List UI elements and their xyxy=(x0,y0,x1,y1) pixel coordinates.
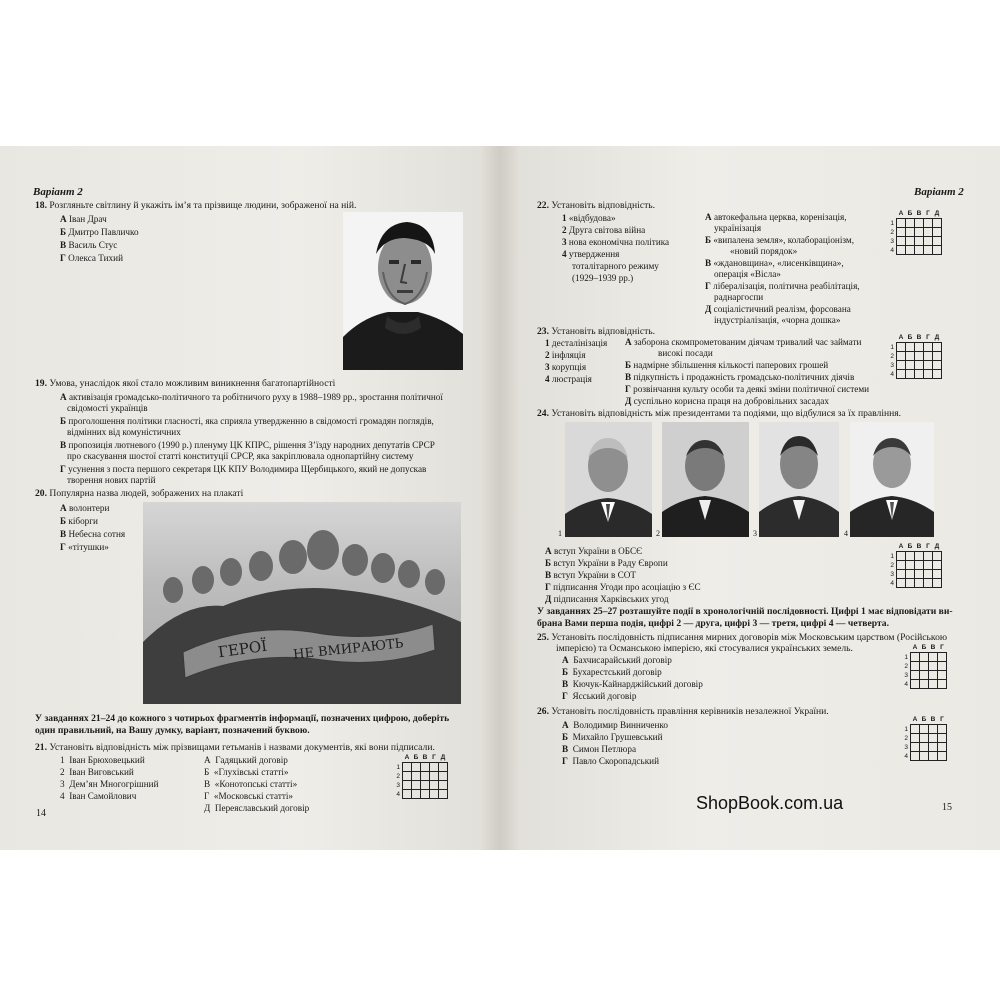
instruction-21-24: У завданнях 21–24 до кожного з чотирьох фрагментів інформації, позначених цифрою, доберіть xyxy=(35,713,450,724)
answer-cell[interactable] xyxy=(403,790,412,799)
answer-cell[interactable] xyxy=(933,219,942,228)
answer-cell[interactable] xyxy=(439,772,448,781)
answer-cell[interactable] xyxy=(897,343,906,352)
answer-cell[interactable] xyxy=(439,781,448,790)
answer-option: В вступ України в СОТ xyxy=(545,570,637,580)
answer-cell[interactable] xyxy=(412,790,421,799)
answer-cell[interactable] xyxy=(906,246,915,255)
answer-cell[interactable] xyxy=(933,361,942,370)
answer-cell[interactable] xyxy=(897,219,906,228)
match-right-item: Д Переяславський договір xyxy=(204,803,310,813)
match-right-item-continuation: раднаргоспи xyxy=(714,292,764,302)
answer-cell[interactable] xyxy=(915,219,924,228)
answer-cell[interactable] xyxy=(906,570,915,579)
question-24: 24. Установіть відповідність між президентами та подіями, що відбулися за їх правління. xyxy=(537,408,902,419)
answer-cell[interactable] xyxy=(924,570,933,579)
answer-grid-26: А Б В Г 1 2 3 4 xyxy=(902,716,947,761)
answer-option: А Володимир Винниченко xyxy=(562,720,668,730)
answer-option: Г Павло Скоропадський xyxy=(562,756,659,766)
answer-option: А активізація громадсько-політичного та робітничого руху в 1988–1989 рр., зростання політичної xyxy=(60,392,443,402)
answer-option: Г усунення з поста першого секретаря ЦК КПУ Володимира Щербицького, який не допускав xyxy=(60,464,427,474)
photo-label: 2 xyxy=(656,529,660,538)
page-number-right: 15 xyxy=(942,802,952,813)
match-right-item: А заборона скомпрометованим діячам тривалий час займати xyxy=(625,337,862,347)
answer-cell[interactable] xyxy=(412,781,421,790)
answer-cell[interactable] xyxy=(906,219,915,228)
answer-cell[interactable] xyxy=(924,370,933,379)
match-right-item-continuation: високі посади xyxy=(658,348,713,358)
answer-option: Д підписання Харківських угод xyxy=(545,594,669,604)
answer-option: А вступ України в ОБСЄ xyxy=(545,546,643,556)
match-left-item: 3 Дем’ян Многогрішний xyxy=(60,779,159,789)
answer-option: Г «тітушки» xyxy=(60,542,109,552)
match-right-item: Б «Глухівські статті» xyxy=(204,767,289,777)
match-left-item: 3 нова економічна політика xyxy=(562,237,670,247)
match-left-item: 4 Іван Самойлович xyxy=(60,791,137,801)
president-photo-1 xyxy=(565,422,652,537)
question-text: Розгляньте світлину й укажіть ім’я та прізвище людини, зображеної на ній. xyxy=(49,200,357,211)
answer-cell[interactable] xyxy=(911,680,920,689)
match-right-item: В «ждановщина», «лисенківщина», xyxy=(705,258,844,268)
answer-cell[interactable] xyxy=(938,680,947,689)
answer-cell[interactable] xyxy=(920,725,929,734)
answer-cell[interactable] xyxy=(906,352,915,361)
instruction-21-24-line2: один правильний, на Вашу думку, варіант, позначений буквою. xyxy=(35,725,310,736)
answer-cell[interactable] xyxy=(938,752,947,761)
answer-option-continuation: творення нових партій xyxy=(67,475,156,485)
answer-option: В Василь Стус xyxy=(60,240,118,250)
answer-cell[interactable] xyxy=(933,246,942,255)
answer-cell[interactable] xyxy=(897,579,906,588)
answer-cell[interactable] xyxy=(906,561,915,570)
answer-cell[interactable] xyxy=(924,246,933,255)
answer-cell[interactable] xyxy=(897,237,906,246)
poster-caption-heroes: ГЕРОЇ xyxy=(216,636,269,662)
answer-cell[interactable] xyxy=(933,352,942,361)
answer-cell[interactable] xyxy=(915,561,924,570)
answer-option: Б Михайло Грушевський xyxy=(562,732,663,742)
answer-cell[interactable] xyxy=(897,228,906,237)
answer-cell[interactable] xyxy=(906,343,915,352)
photo-label: 1 xyxy=(558,529,562,538)
answer-cell[interactable] xyxy=(915,570,924,579)
answer-option: А Іван Драч xyxy=(60,214,107,224)
answer-cell[interactable] xyxy=(915,246,924,255)
answer-cell[interactable] xyxy=(915,352,924,361)
answer-cell[interactable] xyxy=(897,246,906,255)
answer-cell[interactable] xyxy=(933,570,942,579)
answer-cell[interactable] xyxy=(920,680,929,689)
answer-cell[interactable] xyxy=(938,725,947,734)
answer-cell[interactable] xyxy=(421,781,430,790)
answer-cell[interactable] xyxy=(897,552,906,561)
photo-label: 3 xyxy=(753,529,757,538)
match-right-item: В підкупність і продажність громадсько-політичних діячів xyxy=(625,372,855,382)
answer-cell[interactable] xyxy=(915,361,924,370)
answer-grid-25: А Б В Г 1 2 3 4 xyxy=(902,644,947,689)
answer-option-continuation: відмінних від комуністичних xyxy=(67,427,181,437)
answer-option: Б Бухарестський договір xyxy=(562,667,662,677)
answer-cell[interactable] xyxy=(933,579,942,588)
match-right-item-continuation: українізація xyxy=(714,223,762,233)
poster-caption-never-die: НЕ ВМИРАЮТЬ xyxy=(292,636,405,663)
match-left-item: 4 утвердження xyxy=(562,249,620,259)
answer-cell[interactable] xyxy=(412,772,421,781)
answer-cell[interactable] xyxy=(938,671,947,680)
answer-cell[interactable] xyxy=(421,763,430,772)
answer-cell[interactable] xyxy=(915,228,924,237)
answer-cell[interactable] xyxy=(897,361,906,370)
variant-label-left: Варіант 2 xyxy=(33,186,83,198)
answer-cell[interactable] xyxy=(906,361,915,370)
president-photo-3 xyxy=(759,422,839,537)
answer-cell[interactable] xyxy=(929,725,938,734)
answer-cell[interactable] xyxy=(915,343,924,352)
answer-grid-21: А Б В Г Д 1 2 3 4 xyxy=(394,754,448,799)
right-page xyxy=(500,146,1000,850)
portrait-image xyxy=(343,212,463,370)
answer-cell[interactable] xyxy=(430,781,439,790)
match-left-item-continuation: (1929–1939 рр.) xyxy=(572,273,634,283)
match-left-item: 4 люстрація xyxy=(545,374,592,384)
answer-cell[interactable] xyxy=(911,671,920,680)
match-left-item: 1 Іван Брюховецький xyxy=(60,755,145,765)
answer-grid-23: А Б В Г Д 1 2 3 4 xyxy=(888,334,942,379)
instruction-25-27-line2: брана Вами перша подія, цифрі 2 — друга, цифрі 3 — третя, цифрі 4 — четверта. xyxy=(537,618,889,629)
question-22: 22. Установіть відповідність. xyxy=(537,200,656,211)
answer-cell[interactable] xyxy=(924,561,933,570)
answer-option-continuation: про скасування шостої статті конституції СРСР, яка закріплювала однопартійну систему xyxy=(67,451,414,461)
answer-cell[interactable] xyxy=(929,680,938,689)
answer-cell[interactable] xyxy=(929,743,938,752)
answer-cell[interactable] xyxy=(920,734,929,743)
page-number-left: 14 xyxy=(36,808,46,819)
answer-cell[interactable] xyxy=(421,772,430,781)
answer-cell[interactable] xyxy=(924,552,933,561)
answer-option-continuation: свідомості українців xyxy=(67,403,148,413)
answer-cell[interactable] xyxy=(920,662,929,671)
match-right-item: В «Конотопські статті» xyxy=(204,779,298,789)
answer-cell[interactable] xyxy=(920,653,929,662)
answer-cell[interactable] xyxy=(897,352,906,361)
question-18 xyxy=(35,200,356,211)
answer-cell[interactable] xyxy=(906,228,915,237)
question-20: 20. Популярна назва людей, зображених на плакаті xyxy=(35,488,244,499)
answer-cell[interactable] xyxy=(439,790,448,799)
answer-cell[interactable] xyxy=(421,790,430,799)
answer-cell[interactable] xyxy=(915,237,924,246)
question-21: 21. Установіть відповідність між прізвищами гетьманів і назвами документів, які вони підписали. xyxy=(35,742,435,753)
answer-cell[interactable] xyxy=(911,662,920,671)
question-25: 25. Установіть послідовність підписання мирних договорів між Московським царством (Російською xyxy=(537,632,948,643)
photo-label: 4 xyxy=(844,529,848,538)
answer-cell[interactable] xyxy=(938,653,947,662)
president-photo-4 xyxy=(850,422,934,537)
answer-cell[interactable] xyxy=(929,734,938,743)
match-right-item: Г розвінчання культу особи та деякі зміни політичної системи xyxy=(625,384,870,394)
answer-cell[interactable] xyxy=(924,228,933,237)
answer-option: Г Олекса Тихий xyxy=(60,253,123,263)
answer-cell[interactable] xyxy=(911,752,920,761)
instruction-25-27: У завданнях 25–27 розташуйте події в хронологічній послідовності. Цифрі 1 має відповідати ви- xyxy=(537,606,953,617)
answer-cell[interactable] xyxy=(924,219,933,228)
answer-cell[interactable] xyxy=(430,772,439,781)
answer-cell[interactable] xyxy=(911,725,920,734)
match-left-item: 2 інфляція xyxy=(545,350,586,360)
answer-cell[interactable] xyxy=(924,352,933,361)
answer-cell[interactable] xyxy=(933,561,942,570)
answer-cell[interactable] xyxy=(897,561,906,570)
answer-cell[interactable] xyxy=(911,734,920,743)
answer-cell[interactable] xyxy=(924,343,933,352)
match-right-item: Б «випалена земля», колабораціонізм, xyxy=(705,235,854,245)
answer-cell[interactable] xyxy=(929,671,938,680)
answer-option: В пропозиція лютневого (1990 р.) пленуму ЦК КПРС, рішення З’їзду народних депутатів СРСР xyxy=(60,440,435,450)
answer-cell[interactable] xyxy=(906,237,915,246)
match-right-item-continuation: операція «Вісла» xyxy=(714,269,781,279)
match-left-item-continuation: тоталітарного режиму xyxy=(572,261,659,271)
answer-cell[interactable] xyxy=(906,552,915,561)
answer-cell[interactable] xyxy=(929,653,938,662)
match-right-item: Б надмірне збільшення кількості паперових грошей xyxy=(625,360,829,370)
answer-cell[interactable] xyxy=(915,370,924,379)
question-25-line2: імперією) та Османською імперією, які стосувалися українських земель. xyxy=(556,643,853,654)
poster-art xyxy=(143,502,461,704)
answer-cell[interactable] xyxy=(938,734,947,743)
answer-cell[interactable] xyxy=(412,763,421,772)
answer-option: В Кючук-Кайнарджійський договір xyxy=(562,679,703,689)
answer-cell[interactable] xyxy=(929,662,938,671)
portrait-photo xyxy=(343,212,463,370)
answer-option: А Бахчисарайський договір xyxy=(562,655,672,665)
match-left-item: 1 десталінізація xyxy=(545,338,608,348)
answer-cell[interactable] xyxy=(403,772,412,781)
match-left-item: 2 Друга світова війна xyxy=(562,225,646,235)
president-photo-2 xyxy=(662,422,749,537)
answer-option: Б кіборги xyxy=(60,516,98,526)
match-right-item: А Гадяцький договір xyxy=(204,755,288,765)
answer-cell[interactable] xyxy=(933,552,942,561)
variant-label-right: Варіант 2 xyxy=(914,186,964,198)
answer-option: Г Ясський договір xyxy=(562,691,637,701)
answer-cell[interactable] xyxy=(924,237,933,246)
left-page xyxy=(0,146,500,850)
question-number: 18. xyxy=(35,200,47,211)
answer-cell[interactable] xyxy=(911,743,920,752)
answer-cell[interactable] xyxy=(906,370,915,379)
book-spread xyxy=(0,146,1000,850)
match-right-item-continuation: «новий порядок» xyxy=(730,246,798,256)
answer-cell[interactable] xyxy=(915,552,924,561)
answer-cell[interactable] xyxy=(933,370,942,379)
answer-cell[interactable] xyxy=(938,743,947,752)
question-23: 23. Установіть відповідність. xyxy=(537,326,656,337)
answer-cell[interactable] xyxy=(897,370,906,379)
answer-option: В Симон Петлюра xyxy=(562,744,637,754)
answer-grid-24: А Б В Г Д 1 2 3 4 xyxy=(888,543,942,588)
answer-cell[interactable] xyxy=(933,237,942,246)
answer-cell[interactable] xyxy=(920,743,929,752)
match-right-item: Г «Московські статті» xyxy=(204,791,294,801)
answer-cell[interactable] xyxy=(897,570,906,579)
answer-option: Г підписання Угоди про асоціацію з ЄС xyxy=(545,582,701,592)
answer-cell[interactable] xyxy=(933,228,942,237)
answer-cell[interactable] xyxy=(929,752,938,761)
match-right-item: А автокефальна церква, коренізація, xyxy=(705,212,847,222)
answer-cell[interactable] xyxy=(403,763,412,772)
answer-cell[interactable] xyxy=(915,579,924,588)
answer-cell[interactable] xyxy=(933,343,942,352)
shop-watermark: ShopBook.com.ua xyxy=(696,793,844,813)
match-right-item: Г лібералізація, політична реабілітація, xyxy=(705,281,860,291)
match-right-item: Д суспільно корисна праця на добровільних засадах xyxy=(625,396,829,406)
question-19: 19. Умова, унаслідок якої стало можливим виникнення багатопартійності xyxy=(35,378,336,389)
answer-cell[interactable] xyxy=(439,763,448,772)
match-left-item: 2 Іван Виговський xyxy=(60,767,134,777)
answer-option: Б Дмитро Павличко xyxy=(60,227,139,237)
answer-cell[interactable] xyxy=(938,662,947,671)
answer-cell[interactable] xyxy=(924,579,933,588)
answer-cell[interactable] xyxy=(430,790,439,799)
answer-option: А волонтери xyxy=(60,503,110,513)
heroes-poster xyxy=(143,502,461,704)
question-26: 26. Установіть послідовність правління керівників незалежної України. xyxy=(537,706,829,717)
answer-cell[interactable] xyxy=(924,361,933,370)
answer-cell[interactable] xyxy=(911,653,920,662)
answer-cell[interactable] xyxy=(920,752,929,761)
answer-grid-22: А Б В Г Д 1 2 3 4 xyxy=(888,210,942,255)
answer-cell[interactable] xyxy=(430,763,439,772)
match-left-item: 3 корупція xyxy=(545,362,587,372)
answer-option: В Небесна сотня xyxy=(60,529,126,539)
match-right-item: Д соціалістичний реалізм, форсована xyxy=(705,304,851,314)
answer-cell[interactable] xyxy=(906,579,915,588)
answer-cell[interactable] xyxy=(403,781,412,790)
answer-option: Б проголошення політики гласності, яка сприяла утвердженню в свідомості громадян поглядів, xyxy=(60,416,434,426)
match-left-item: 1 «відбудова» xyxy=(562,213,616,223)
match-right-item-continuation: індустріалізація, «чорна дошка» xyxy=(714,315,841,325)
answer-option: Б вступ України в Раду Європи xyxy=(545,558,668,568)
answer-cell[interactable] xyxy=(920,671,929,680)
